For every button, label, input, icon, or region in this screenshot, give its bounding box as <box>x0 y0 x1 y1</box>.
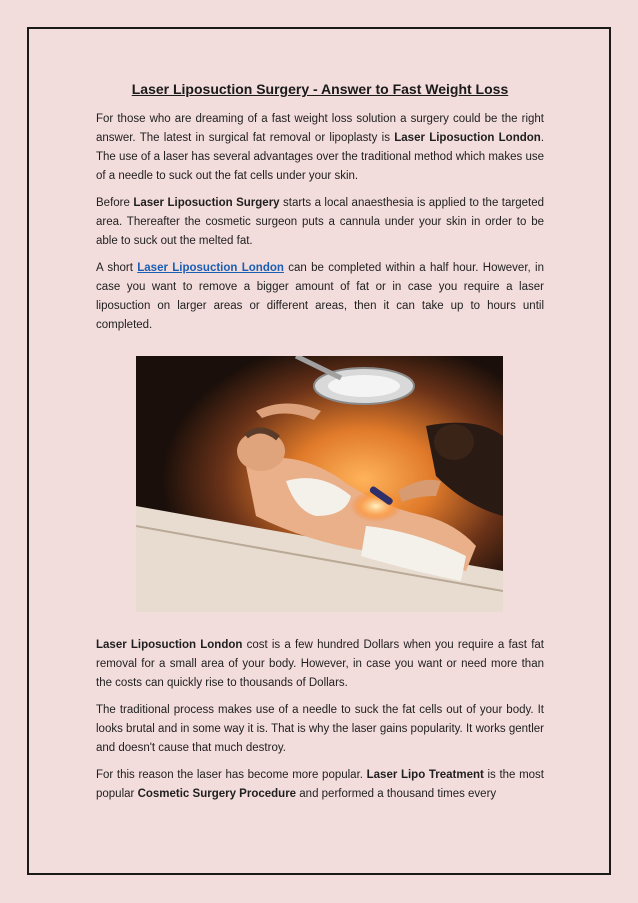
paragraph-5 <box>96 701 544 758</box>
paragraph-1-bold: Laser Liposuction London <box>394 132 541 144</box>
article-bottom <box>96 636 544 812</box>
paragraph-4-bold: Laser Liposuction London <box>96 639 243 651</box>
laser-treatment-illustration <box>136 356 503 612</box>
paragraph-2-text: Before <box>96 197 134 209</box>
paragraph-4-text: cost is a few hundred Dollars when you require a fast fat removal for a small area of your body. However, in case you want or need more than the costs can quickly rise to thousands of Dollars. <box>96 639 544 689</box>
paragraph-3-text-end: can be completed within a half hour. However, in case you want to remove a bigger amount of fat or in case you require a laser liposuction on larger areas or different areas, then it can take up to hours until completed. <box>96 262 544 331</box>
article-top <box>96 80 544 343</box>
paragraph-6-text-end: and performed a thousand times every <box>296 788 497 800</box>
paragraph-6-bold-2: Cosmetic Surgery Procedure <box>137 788 297 800</box>
article-title: Laser Liposuction Surgery - Answer to Fast Weight Loss <box>131 81 509 97</box>
paragraph-2 <box>96 194 544 251</box>
paragraph-1 <box>96 110 544 186</box>
paragraph-5-text: The traditional process makes use of a needle to suck the fat cells out of your body. It looks brutal and in some way it is. That is why the laser gains popularity. It works gentler and doesn't cause that much destroy. <box>96 704 544 754</box>
paragraph-6-text: For this reason the laser has become more popular. <box>96 769 367 781</box>
paragraph-3 <box>96 259 544 335</box>
paragraph-4 <box>96 636 544 693</box>
paragraph-6-bold-1: Laser Lipo Treatment <box>366 769 484 781</box>
paragraph-6-text-mid: is the most popular <box>96 769 544 800</box>
paragraph-3-text: A short <box>96 262 138 274</box>
paragraph-1-text: For those who are dreaming of a fast weight loss solution a surgery could be the right answer. The latest in surgical fat removal or lipoplasty is <box>96 113 544 144</box>
paragraph-2-bold: Laser Liposuction Surgery <box>133 197 280 209</box>
paragraph-6 <box>96 766 544 804</box>
paragraph-1-text-end: . The use of a laser has several advantages over the traditional method which makes use of a needle to suck out the fat cells under your skin. <box>96 132 545 182</box>
paragraph-2-text-end: starts a local anaesthesia is applied to the targeted area. Thereafter the cosmetic surgeon puts a cannula under your skin in order to be able to suck out the melted fat. <box>96 197 545 247</box>
liposuction-london-link[interactable]: Laser Liposuction London <box>137 262 284 274</box>
treatment-photo <box>136 356 503 612</box>
